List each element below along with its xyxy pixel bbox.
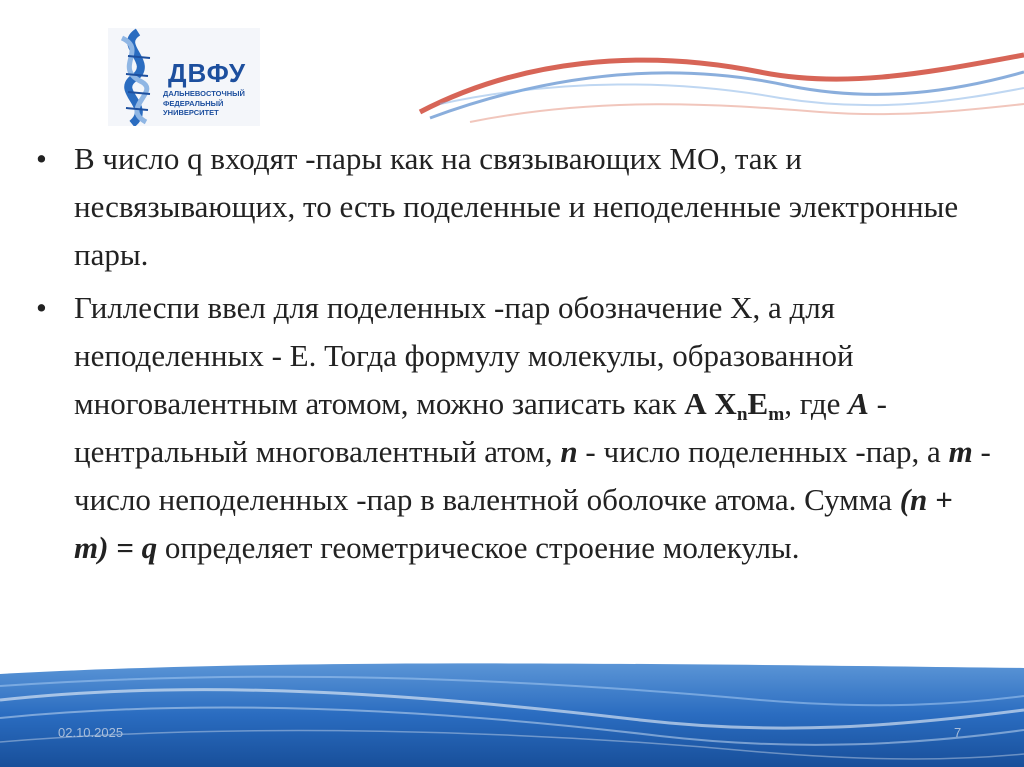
- university-logo: [108, 28, 260, 126]
- bullet-item-1: [34, 135, 994, 279]
- bullet-text: В число q входят -пары как на связывающих МО, так и несвязывающих, то есть поделенные и неподеленные электронные пары.: [74, 141, 959, 272]
- slide-body: [34, 135, 994, 577]
- sum-formula: (n + m) = q: [74, 482, 953, 565]
- bullet-item-2: [34, 284, 994, 572]
- formula-subscript-m: m: [768, 403, 785, 425]
- formula-e: Е: [747, 386, 769, 421]
- formula-subscript-n: n: [736, 403, 748, 425]
- symbol-m: m: [948, 434, 973, 469]
- decorative-wave-band-bottom: [0, 660, 1024, 767]
- text-fragment: - число неподеленных -пар в валентной оболочке атома. Сумма: [74, 434, 991, 517]
- logo-subtitle-line: ДАЛЬНЕВОСТОЧНЫЙ: [163, 89, 245, 98]
- text-fragment: Гиллеспи ввел для поделенных -пар обозначение Х, а для неподеленных - Е. Тогда формулу молекулы, образованной многовалентным атомом, можно записать как: [74, 290, 854, 421]
- university-dna-logo-icon: [108, 28, 168, 126]
- logo-subtitle-line: ФЕДЕРАЛЬНЫЙ: [163, 98, 224, 108]
- text-fragment: , где: [784, 386, 849, 421]
- text-fragment: - центральный многовалентный атом,: [74, 386, 887, 469]
- logo-subtitle: [163, 89, 258, 118]
- footer-date: 02.10.2025: [58, 725, 124, 740]
- formula-ax: А Х: [684, 386, 737, 421]
- symbol-a: А: [848, 386, 869, 421]
- bullet-marker: •: [36, 141, 47, 176]
- text-fragment: определяет геометрическое строение молекулы.: [157, 530, 800, 565]
- logo-subtitle-line: УНИВЕРСИТЕТ: [163, 108, 219, 117]
- bullet-text: [74, 290, 991, 565]
- text-fragment: - число поделенных -пар, а: [577, 434, 949, 469]
- footer-page-number: 7: [954, 725, 962, 740]
- symbol-n: n: [560, 434, 578, 469]
- logo-title: ДВФУ: [168, 58, 247, 88]
- bullet-marker: •: [36, 290, 47, 325]
